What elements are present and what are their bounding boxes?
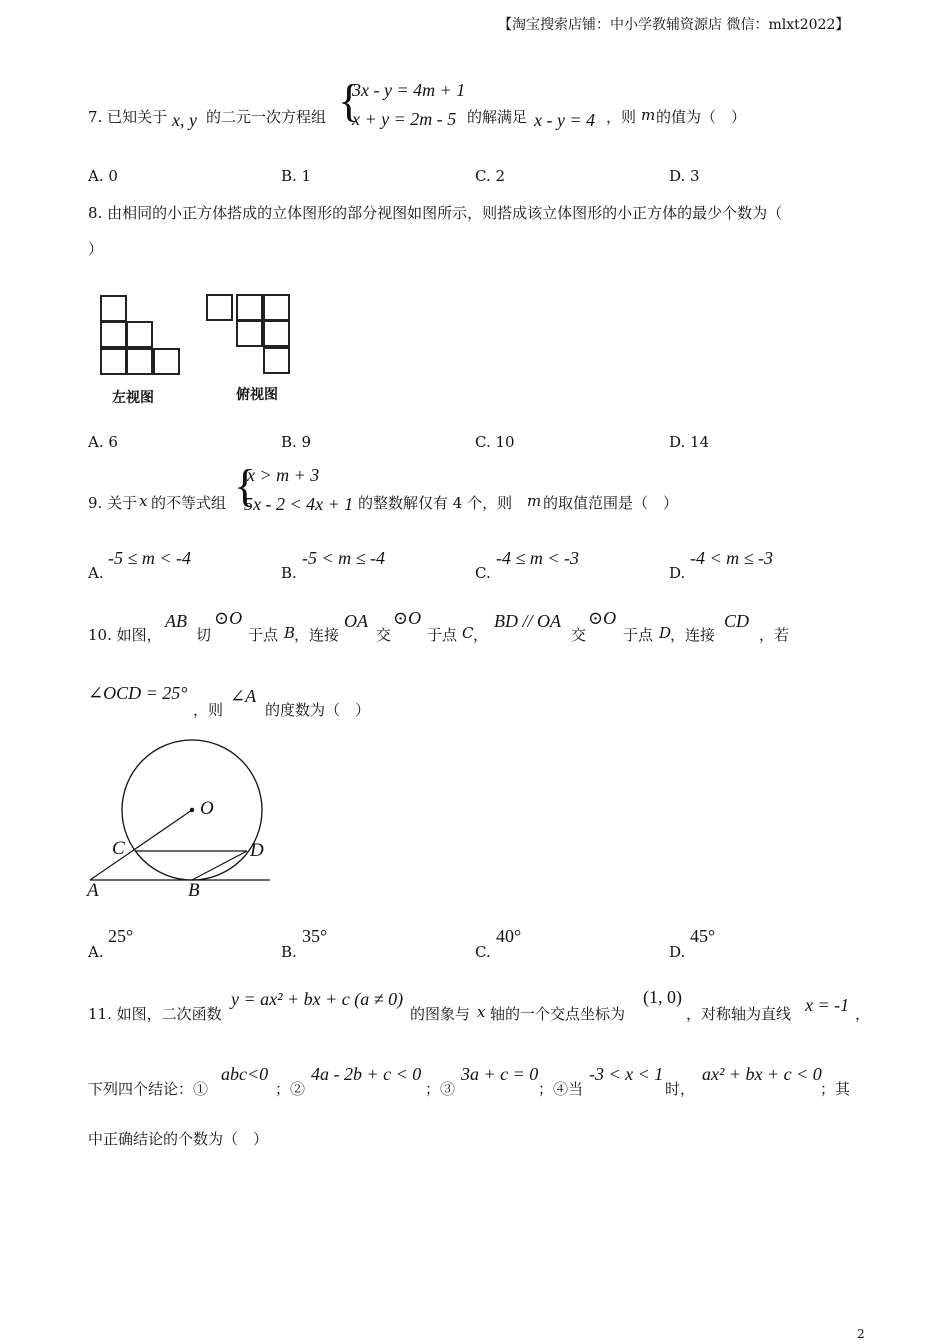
q11-p1: 11. 如图，二次函数 <box>88 1005 222 1023</box>
header-banner: 【淘宝搜索店铺：中小学教辅资源店 微信：mlxt2022】 <box>498 17 850 33</box>
q10-p9: 于点 <box>623 626 654 644</box>
q9-ineq1: x > m + 3 <box>247 465 320 485</box>
q11-conclusion-4-ineq: ax² + bx + c < 0 <box>702 1064 822 1084</box>
q10-option-b-value: 35° <box>302 926 328 946</box>
cube <box>206 294 233 321</box>
q10-p2: 切 <box>196 626 212 644</box>
q7-option-a: A. 0 <box>88 167 118 185</box>
q10-option-b-letter: B. <box>281 943 297 961</box>
left-brace: { <box>338 75 361 126</box>
left-view-label: 左视图 <box>112 390 154 406</box>
segment-bd <box>192 851 247 880</box>
q10-option-a-value: 25° <box>108 926 134 946</box>
q10-pt-c: C <box>462 624 474 642</box>
q11-p4: ，对称轴为直线 <box>686 1005 792 1023</box>
q7-mid2: 的解满足 <box>467 108 528 126</box>
q11-l2-f: ；其 <box>820 1080 851 1098</box>
q10-circle-o-2: ⊙O <box>393 608 422 628</box>
q10-option-d-letter: D. <box>669 943 686 961</box>
q7-tail-a: ，则 <box>606 108 637 126</box>
q11-l2-e: 时， <box>665 1080 696 1098</box>
cube <box>100 321 127 348</box>
q9-var-x: x <box>139 492 148 510</box>
q10-p11: ，若 <box>759 626 790 644</box>
q11-axis: x = -1 <box>805 995 850 1015</box>
q9-option-a-letter: A. <box>88 564 104 582</box>
label-b: B <box>188 880 200 901</box>
label-d: D <box>250 840 264 861</box>
q10-p5: 交 <box>376 626 392 644</box>
cube <box>263 347 290 374</box>
q10-oa: OA <box>344 611 368 631</box>
q7-var-m: m <box>641 106 656 124</box>
label-a: A <box>87 880 99 901</box>
q10-pt-b: B <box>284 624 296 642</box>
q9-option-d-expr: -4 < m ≤ -3 <box>690 548 774 568</box>
q9-option-c-letter: C. <box>475 564 491 582</box>
q10-option-d-value: 45° <box>690 926 716 946</box>
top-view-figure <box>206 292 296 382</box>
q11-l2-b: ；② <box>275 1080 306 1098</box>
left-view-figure <box>100 293 190 383</box>
q9-option-b-letter: B. <box>281 564 297 582</box>
cube <box>100 348 127 375</box>
top-view-label: 俯视图 <box>236 387 278 403</box>
q11-conclusion-1: abc<0 <box>221 1064 269 1084</box>
q8-option-b: B. 9 <box>281 433 312 451</box>
cube <box>126 321 153 348</box>
page-number: 2 <box>857 1327 865 1341</box>
cube <box>236 294 263 321</box>
cube <box>236 320 263 347</box>
q9-ineq2: 5x - 2 < 4x + 1 <box>244 494 354 514</box>
q10-p8: 交 <box>571 626 587 644</box>
q10-circle-o-1: ⊙O <box>214 608 243 628</box>
center-point-o <box>190 808 194 812</box>
q7-tail-b: 的值为（ ） <box>656 108 747 126</box>
q10-angle-a: ∠A <box>230 686 257 706</box>
q10-option-c-letter: C. <box>475 943 491 961</box>
q11-var-x: x <box>477 1003 486 1021</box>
q10-p4: ，连接 <box>294 626 340 644</box>
q7-vars: x, y <box>172 110 197 130</box>
q9-option-c-expr: -4 ≤ m < -3 <box>496 548 580 568</box>
q8-line2: ） <box>88 240 104 258</box>
q7-option-b: B. 1 <box>281 167 312 185</box>
q11-p5: ， <box>855 1005 871 1023</box>
label-c: C <box>112 838 125 859</box>
q10-p12: ，则 <box>193 701 224 719</box>
q10-p7: ， <box>473 626 489 644</box>
cube <box>263 320 290 347</box>
q10-p3: 于点 <box>248 626 279 644</box>
q8-option-c: C. 10 <box>475 433 515 451</box>
q10-p13: 的度数为（ ） <box>265 701 371 719</box>
q7-eq2: x + y = 2m - 5 <box>352 109 457 129</box>
left-brace: { <box>234 460 257 511</box>
q11-point: (1, 0) <box>643 987 682 1007</box>
q10-circle-o-3: ⊙O <box>588 608 617 628</box>
q10-option-c-value: 40° <box>496 926 522 946</box>
q7-prefix: 7. 已知关于 <box>88 108 168 126</box>
q7-condition: x - y = 4 <box>534 110 596 130</box>
q10-option-a-letter: A. <box>88 943 104 961</box>
q8-line1: 8. 由相同的小正方体搭成的立体图形的部分视图如图所示，则搭成该立体图形的小正方体的最少个数为（ <box>88 204 783 222</box>
q10-bd-parallel-oa: BD // OA <box>494 611 561 631</box>
q9-option-b-expr: -5 < m ≤ -4 <box>302 548 386 568</box>
q11-line3: 中正确结论的个数为（ ） <box>88 1130 269 1148</box>
q11-function: y = ax² + bx + c (a ≠ 0) <box>231 989 404 1009</box>
q7-mid: 的二元一次方程组 <box>206 108 327 126</box>
q11-l2-d: ；④当 <box>538 1080 584 1098</box>
q8-option-d: D. 14 <box>669 433 710 451</box>
q9-mid: 的不等式组 <box>151 494 227 512</box>
q7-eq1: 3x - y = 4m + 1 <box>352 80 466 100</box>
q11-l2-a: 下列四个结论：① <box>88 1080 209 1098</box>
cube <box>100 295 127 322</box>
q9-tail-b: 的取值范围是（ ） <box>543 494 679 512</box>
q10-p6: 于点 <box>427 626 458 644</box>
label-o: O <box>200 798 214 819</box>
q11-conclusion-4-range: -3 < x < 1 <box>589 1064 664 1084</box>
q10-pt-d: D <box>659 624 672 642</box>
q10-p1: 10. 如图， <box>88 626 162 644</box>
q11-p3: 轴的一个交点坐标为 <box>490 1005 626 1023</box>
q9-var-m: m <box>527 492 542 510</box>
q10-angle-ocd: ∠OCD = 25° <box>88 683 188 703</box>
q9-option-d-letter: D. <box>669 564 686 582</box>
q8-option-a: A. 6 <box>88 433 118 451</box>
cube <box>263 294 290 321</box>
q11-conclusion-2: 4a - 2b + c < 0 <box>311 1064 422 1084</box>
q10-p10: ，连接 <box>670 626 716 644</box>
q11-l2-c: ；③ <box>425 1080 456 1098</box>
q10-ab: AB <box>165 611 187 631</box>
cube <box>126 348 153 375</box>
q9-tail-a: 的整数解仅有 4 个，则 <box>358 494 513 512</box>
q10-cd: CD <box>724 611 750 631</box>
q7-option-d: D. 3 <box>669 167 700 185</box>
q11-conclusion-3: 3a + c = 0 <box>461 1064 539 1084</box>
cube <box>153 348 180 375</box>
q11-p2: 的图象与 <box>410 1005 471 1023</box>
q9-prefix: 9. 关于 <box>88 494 138 512</box>
q10-circle-diagram <box>80 735 280 905</box>
q7-option-c: C. 2 <box>475 167 506 185</box>
q9-option-a-expr: -5 ≤ m < -4 <box>108 548 192 568</box>
segment-oa <box>90 810 192 880</box>
